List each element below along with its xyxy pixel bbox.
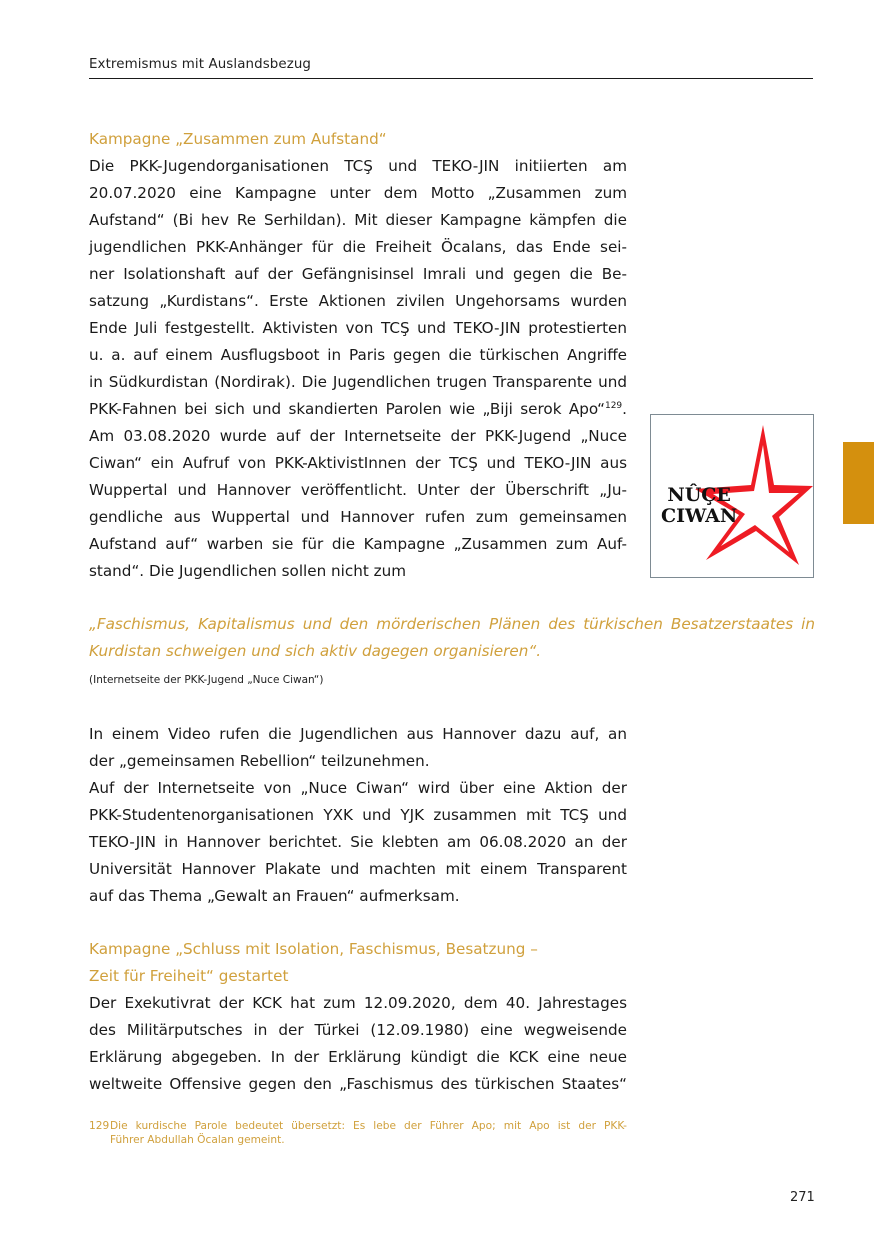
text-line: auf das Thema „Gewalt an Frauen“ aufmerksam.	[89, 887, 460, 905]
text-line: Wuppertal und Hannover veröffentlicht. Unter der Überschrift „Ju-	[89, 481, 627, 499]
text-line: stand“. Die Jugendlichen sollen nicht zum	[89, 562, 407, 580]
text-line: 20.07.2020 eine Kampagne unter dem Motto „Zusammen zum	[89, 184, 627, 202]
text-line: u. a. auf einem Ausflugsboot in Paris gegen die türkischen Angriffe	[89, 346, 627, 364]
page-number: 271	[790, 1190, 815, 1205]
text-line: TEKO-JIN in Hannover berichtet. Sie klebten am 06.08.2020 an der	[89, 833, 627, 851]
text-line: Aufstand auf“ warben sie für die Kampagne „Zusammen zum Auf-	[89, 535, 627, 553]
text-line: Ciwan“ ein Aufruf von PKK-AktivistInnen der TCŞ und TEKO-JIN aus	[89, 454, 627, 472]
running-head: Extremismus mit Auslandsbezug	[89, 57, 312, 72]
nuce-ciwan-logo	[650, 414, 814, 578]
section2-body	[89, 721, 627, 910]
text-line-with-footnote: PKK-Fahnen bei sich und skandierten Parolen wie „Biji serok Apo“$^{129}$.	[89, 400, 627, 418]
text-line: satzung „Kurdistans“. Erste Aktionen zivilen Ungehorsams wurden	[89, 292, 627, 310]
text-line: In einem Video rufen die Jugendlichen aus Hannover dazu auf, an	[89, 725, 627, 743]
text-line: PKK-Studentenorganisationen YXK und YJK zusammen mit TCŞ und	[89, 806, 627, 824]
quote-line: Kurdistan schweigen und sich aktiv dagegen organisieren“.	[89, 642, 542, 660]
footnote-line: Die kurdische Parole bedeutet übersetzt: Es lebe der Führer Apo; mit Apo ist der PKK-	[110, 1120, 627, 1132]
text-line: Aufstand“ (Bi hev Re Serhildan). Mit dieser Kampagne kämpfen die	[89, 211, 627, 229]
text-line: Universität Hannover Plakate und machten mit einem Transparent	[89, 860, 627, 878]
text-line: ner Isolationshaft auf der Gefängnisinsel Imrali und gegen die Be-	[89, 265, 627, 283]
text-line: gendliche aus Wuppertal und Hannover rufen zum gemeinsamen	[89, 508, 627, 526]
text-line: Am 03.08.2020 wurde auf der Internetseite der PKK-Jugend „Nuce	[89, 427, 627, 445]
logo-wordmark: NÛÇE CIWAN	[661, 484, 738, 527]
pull-quote	[89, 611, 815, 665]
text-line: Der Exekutivrat der KCK hat zum 12.09.2020, dem 40. Jahrestages	[89, 994, 627, 1012]
footnote-line: Führer Abdullah Öcalan gemeint.	[110, 1134, 285, 1146]
section-heading-zusammen-zum-aufstand: Kampagne „Zusammen zum Aufstand“	[89, 130, 387, 148]
quote-line: „Faschismus, Kapitalismus und den mörderischen Plänen des türkischen Besatzerstaates in	[89, 615, 815, 633]
text-line: PKK-Fahnen bei sich und skandierten Parolen wie „Biji serok Apo“	[89, 400, 605, 418]
text-line: Auf der Internetseite von „Nuce Ciwan“ wird über eine Aktion der	[89, 779, 627, 797]
text-line: des Militärputsches in der Türkei (12.09.1980) eine wegweisende	[89, 1021, 627, 1039]
text-line: Erklärung abgegeben. In der Erklärung kündigt die KCK eine neue	[89, 1048, 627, 1066]
footnote-number: 129	[89, 1120, 110, 1132]
section3-body	[89, 990, 627, 1098]
section-heading-schluss-mit-isolation: Kampagne „Schluss mit Isolation, Faschismus, Besatzung – Zeit für Freiheit“ gestartet	[89, 940, 538, 985]
chapter-tab-marker	[843, 442, 874, 524]
text-line: Die PKK-Jugendorganisationen TCŞ und TEKO-JIN initiierten am	[89, 157, 627, 175]
text-line: Ende Juli festgestellt. Aktivisten von TCŞ und TEKO-JIN protestierten	[89, 319, 627, 337]
section1-body	[89, 153, 627, 585]
text-line: jugendlichen PKK-Anhänger für die Freiheit Öcalans, das Ende sei-	[89, 238, 627, 256]
text-line: der „gemeinsamen Rebellion“ teilzunehmen.	[89, 752, 430, 770]
header-rule	[89, 78, 813, 79]
text-line: in Südkurdistan (Nordirak). Die Jugendlichen trugen Transparente und	[89, 373, 627, 391]
text-line: weltweite Offensive gegen den „Faschismus des türkischen Staates“	[89, 1075, 627, 1093]
footnote-reference[interactable]: 129	[604, 401, 623, 411]
quote-source: (Internetseite der PKK-Jugend „Nuce Ciwan“)	[89, 674, 324, 686]
footnote-129	[89, 1119, 627, 1147]
